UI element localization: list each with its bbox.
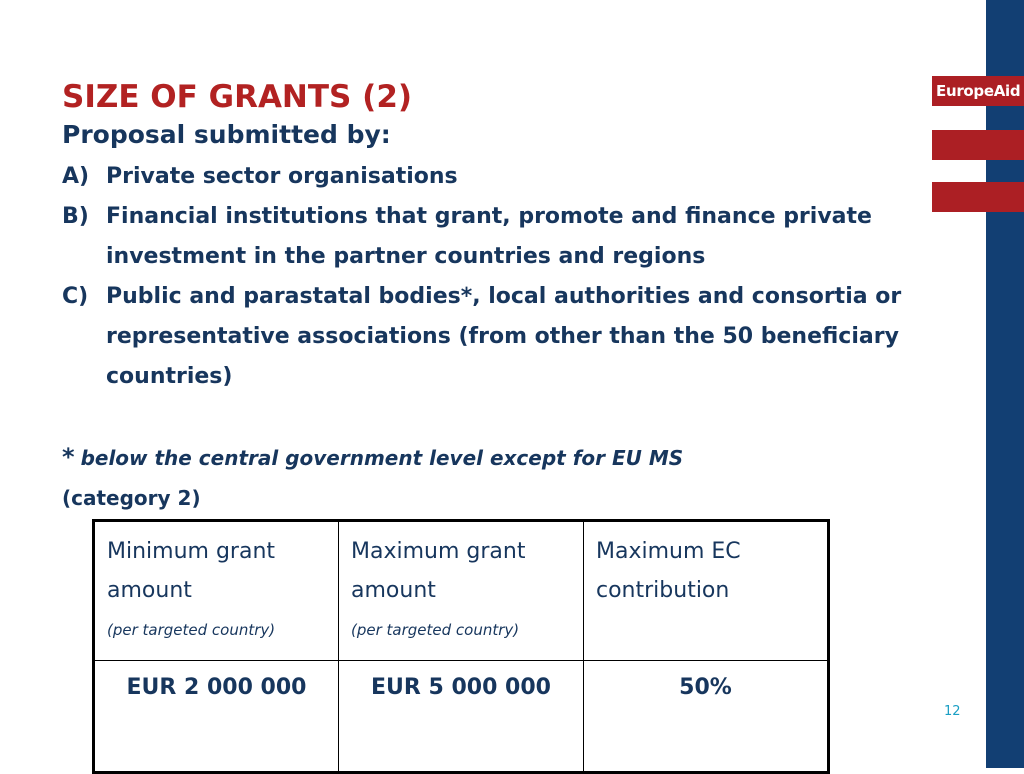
- footnote: [62, 437, 683, 478]
- header-sub-text: (per targeted country): [107, 621, 276, 639]
- page-number: 12: [944, 704, 961, 719]
- brand-stripe-lower: [932, 182, 1024, 212]
- slide-subtitle: Proposal submitted by:: [62, 120, 391, 149]
- category-label: (category 2): [62, 486, 201, 510]
- min-grant-value: EUR 2 000 000: [94, 661, 339, 773]
- list-item-text: Private sector organisations: [106, 164, 458, 189]
- list-item-marker: C): [62, 284, 89, 309]
- header-main-text: Maximum EC contribution: [596, 539, 741, 603]
- eligibility-list: [62, 157, 922, 397]
- table-header-row: [94, 521, 829, 661]
- header-main-text: Maximum grant amount: [351, 539, 526, 603]
- list-item-text: Financial institutions that grant, promote and finance private investment in the partner countries and regions: [106, 204, 872, 269]
- list-item: [62, 157, 922, 197]
- list-item-marker: A): [62, 164, 90, 189]
- footnote-text: below the central government level except for EU MS: [80, 446, 684, 470]
- list-item-marker: B): [62, 204, 89, 229]
- table-row: [94, 661, 829, 773]
- header-main-text: Minimum grant amount: [107, 539, 276, 603]
- logo-text: EuropeAid: [936, 82, 1021, 100]
- table-header-cell: [94, 521, 339, 661]
- footnote-marker: *: [62, 443, 75, 471]
- max-ec-contribution-value: 50%: [584, 661, 829, 773]
- header-sub-text: (per targeted country): [351, 621, 520, 639]
- brand-side-bar: [986, 0, 1024, 768]
- grant-size-table: [92, 519, 830, 774]
- slide-title: SIZE OF GRANTS (2): [62, 79, 413, 115]
- brand-stripe-upper: [932, 130, 1024, 160]
- table-header-cell: [584, 521, 829, 661]
- table-header-cell: [339, 521, 584, 661]
- list-item-text: Public and parastatal bodies*, local authorities and consortia or representative associations (from other than the 50 beneficiary countries): [106, 284, 902, 389]
- list-item: [62, 197, 922, 277]
- europeaid-logo: [932, 76, 1024, 106]
- max-grant-value: EUR 5 000 000: [339, 661, 584, 773]
- list-item: [62, 277, 922, 397]
